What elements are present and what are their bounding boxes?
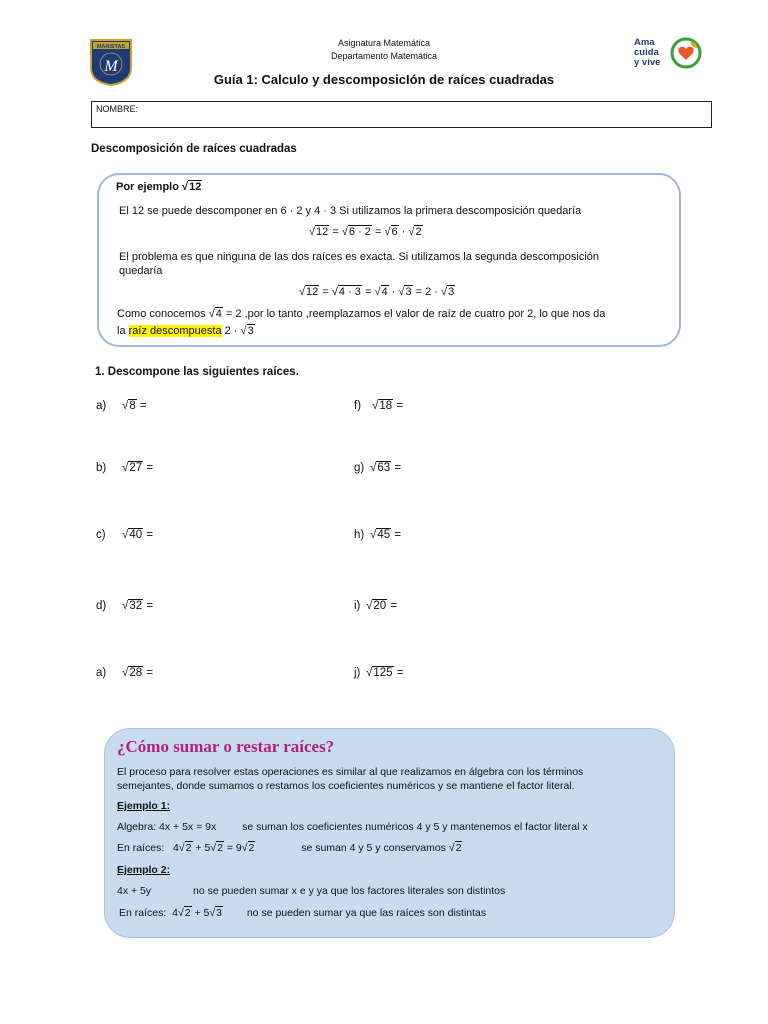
exercise-item: i) √20 = <box>354 600 398 612</box>
example-box <box>97 173 681 347</box>
exercise-item: b) √27 = <box>96 462 154 474</box>
exercise-title: 1. Descompone las siguientes raíces. <box>95 366 299 378</box>
page-title: Guía 1: Calculo y descomposicIón de raíces cuadradas <box>213 72 555 87</box>
sum-paragraph-1: El proceso para resolver estas operaciones es similar al que realizamos en álgebra con los términos <box>117 766 584 778</box>
ama-cuida-vive-logo: Ama cuida y vive <box>634 36 704 72</box>
example-1-roots: En raíces: 4√2 + 5√2 = 9√2 se suman 4 y 5 y conservamos √2 <box>117 842 462 854</box>
sum-paragraph-2: semejantes, donde sumamos o restamos los coeficientes numéricos y se mantiene el factor literal. <box>117 780 575 792</box>
name-field-label: NOMBRE: <box>96 104 139 114</box>
exercise-item: a) √28 = <box>96 667 154 679</box>
example-1-title: Ejemplo 1: <box>117 800 171 812</box>
example-2-title: Ejemplo 2: <box>117 864 171 876</box>
example-1-algebra: Algebra: 4x + 5x = 9x se suman los coeficientes numéricos 4 y 5 y mantenemos el factor literal x <box>117 821 588 833</box>
exercise-item: h) √45 = <box>354 529 402 541</box>
svg-text:M: M <box>104 58 118 75</box>
name-field[interactable] <box>91 101 712 128</box>
example-line-1: El 12 se puede descomponer en 6 · 2 y 4 · 3 Si utilizamos la primera descomposición quedaría <box>119 205 582 217</box>
exercise-item: g) √63 = <box>354 462 402 474</box>
exercise-item: f) √18 = <box>354 400 404 412</box>
highlighted-term: raíz descompuesta <box>128 325 222 337</box>
svg-text:MARISTAS: MARISTAS <box>96 44 126 50</box>
example-heading: Por ejemplo √12 <box>116 181 202 193</box>
heart-leaf-icon <box>670 36 702 70</box>
exercise-item: j) √125 = <box>354 667 404 679</box>
example-equation-2: √12 = √4 · 3 = √4 · √3 = 2 · √3 <box>299 286 455 298</box>
sum-roots-heading: ¿Cómo sumar o restar raíces? <box>117 737 335 756</box>
sum-roots-box <box>104 728 675 938</box>
department-line: Departamento Matemática <box>330 51 438 61</box>
example-line-2b: quedaría <box>119 265 163 277</box>
exercise-item: c) √40 = <box>96 529 154 541</box>
example-line-4: la raíz descompuesta 2 · √3 <box>117 325 254 337</box>
maristas-logo <box>89 38 133 86</box>
example-line-2a: El problema es que ninguna de las dos raíces es exacta. Si utilizamos la segunda descomposición <box>119 251 599 263</box>
example-2-algebra: 4x + 5y no se pueden sumar x e y ya que los factores literales son distintos <box>117 885 506 897</box>
exercise-item: d) √32 = <box>96 600 154 612</box>
exercise-item: a) √8 = <box>96 400 147 412</box>
example-equation-1: √12 = √6 · 2 = √6 · √2 <box>309 226 422 238</box>
section-title: Descomposición de raíces cuadradas <box>91 143 297 155</box>
subject-line: Asignatura Matemática <box>337 38 431 48</box>
example-line-3: Como conocemos √4 = 2 ,por lo tanto ,reemplazamos el valor de raíz de cuatro por 2, lo que nos da <box>117 308 606 320</box>
example-2-roots: En raíces: 4√2 + 5√3 no se pueden sumar ya que las raíces son distintas <box>119 907 487 919</box>
